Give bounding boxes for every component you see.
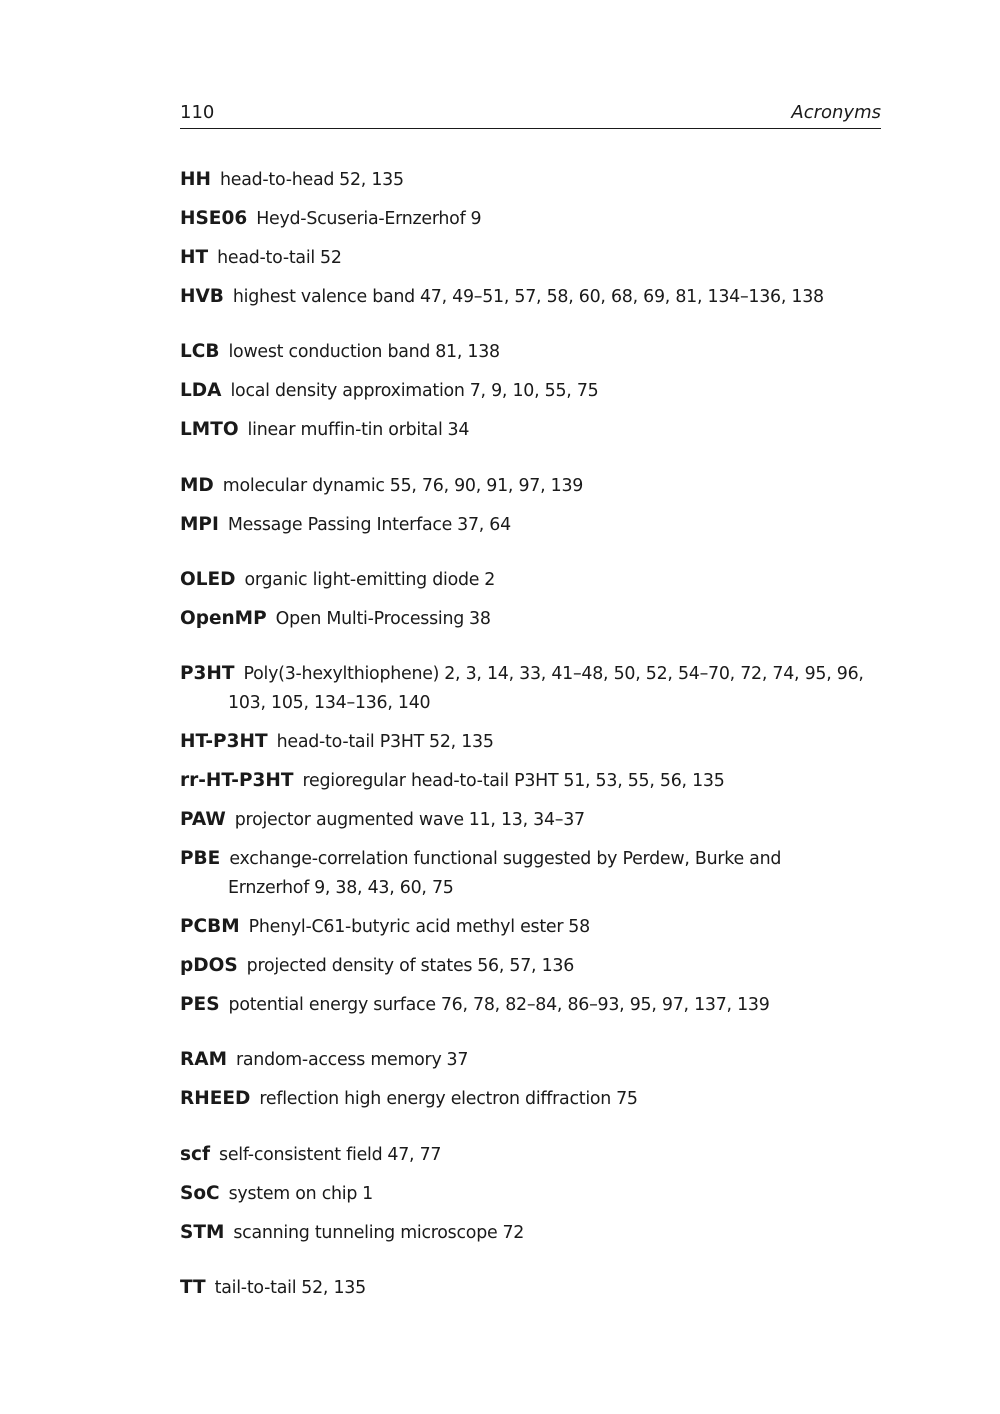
acronym-entry — [180, 565, 885, 595]
acronym-term: LDA — [180, 380, 222, 401]
acronym-description: exchange-correlation functional suggested by Perdew, Burke and Ernzerhof — [228, 849, 782, 898]
running-header — [180, 100, 881, 129]
acronym-pages: 47, 49–51, 57, 58, 60, 68, 69, 81, 134–136, 138 — [419, 287, 824, 307]
acronym-entry — [180, 337, 885, 367]
acronym-pages: 9, 38, 43, 60, 75 — [314, 878, 454, 898]
acronym-description: head-to-tail P3HT — [276, 732, 425, 752]
acronym-term: OpenMP — [180, 608, 267, 629]
acronym-term: HVB — [180, 286, 224, 307]
acronym-description: organic light-emitting diode — [244, 570, 480, 590]
acronym-description: Phenyl-C61-butyric acid methyl ester — [248, 917, 564, 937]
acronym-pages: 56, 57, 136 — [477, 956, 575, 976]
acronym-term: HT-P3HT — [180, 731, 268, 752]
acronym-term: PES — [180, 994, 220, 1015]
acronym-description: projected density of states — [246, 956, 473, 976]
acronym-entry — [180, 951, 885, 981]
acronym-pages: 38 — [469, 609, 491, 629]
acronym-entry — [180, 1084, 885, 1114]
acronym-entry — [180, 165, 885, 195]
acronym-description: self-consistent field — [219, 1145, 383, 1165]
acronym-pages: 37, 64 — [457, 515, 511, 535]
acronym-pages: 75 — [616, 1089, 638, 1109]
acronym-entry — [180, 1045, 885, 1075]
acronym-entry — [180, 282, 885, 312]
acronym-term: HSE06 — [180, 208, 248, 229]
acronym-term: PAW — [180, 809, 226, 830]
acronym-entry — [180, 844, 885, 903]
acronym-term: PBE — [180, 848, 221, 869]
acronym-entry — [180, 727, 885, 757]
acronym-term: pDOS — [180, 955, 238, 976]
acronym-term: P3HT — [180, 663, 235, 684]
acronym-pages: 11, 13, 34–37 — [468, 810, 585, 830]
acronym-description: projector augmented wave — [234, 810, 464, 830]
acronym-entry — [180, 243, 885, 273]
acronym-entry — [180, 805, 885, 835]
acronym-pages: 81, 138 — [435, 342, 500, 362]
acronym-term: SoC — [180, 1183, 220, 1204]
acronym-description: scanning tunneling microscope — [233, 1223, 498, 1243]
acronym-pages: 76, 78, 82–84, 86–93, 95, 97, 137, 139 — [440, 995, 770, 1015]
acronym-term: LCB — [180, 341, 220, 362]
acronym-entry — [180, 604, 885, 634]
acronym-pages: 9 — [470, 209, 482, 229]
acronym-entry — [180, 1273, 885, 1303]
acronym-pages: 72 — [502, 1223, 525, 1243]
acronym-entry — [180, 766, 885, 796]
acronym-pages: 1 — [362, 1184, 373, 1204]
acronym-term: HH — [180, 169, 211, 190]
acronym-term: PCBM — [180, 916, 240, 937]
acronym-pages: 37 — [446, 1050, 469, 1070]
acronym-entry — [180, 510, 885, 540]
acronym-description: Message Passing Interface — [227, 515, 453, 535]
acronym-pages: 52 — [320, 248, 342, 268]
acronym-entry — [180, 1218, 885, 1248]
acronym-term: STM — [180, 1222, 225, 1243]
acronym-entry — [180, 1140, 885, 1170]
acronym-description: Open Multi-Processing — [275, 609, 465, 629]
acronym-term: RHEED — [180, 1088, 251, 1109]
acronym-pages: 2 — [484, 570, 496, 590]
acronym-description: linear muffin-tin orbital — [247, 420, 443, 440]
acronym-entry — [180, 912, 885, 942]
acronym-description: Poly(3-hexylthiophene) — [243, 664, 440, 684]
acronym-pages: 52, 135 — [339, 170, 404, 190]
acronym-description: regioregular head-to-tail P3HT — [302, 771, 559, 791]
acronym-description: lowest conduction band — [228, 342, 431, 362]
acronym-pages: 2, 3, 14, 33, 41–48, 50, 52, 54–70, 72, 74, 95, 96, 103, 105, 134–136, 140 — [228, 664, 864, 713]
acronym-description: system on chip — [228, 1184, 358, 1204]
acronym-pages: 47, 77 — [387, 1145, 442, 1165]
acronym-description: reflection high energy electron diffraction — [259, 1089, 612, 1109]
acronym-entry — [180, 376, 885, 406]
acronym-term: TT — [180, 1277, 206, 1298]
acronym-description: head-to-head — [219, 170, 335, 190]
acronym-description: local density approximation — [230, 381, 465, 401]
acronym-description: Heyd-Scuseria-Ernzerhof — [256, 209, 466, 229]
acronym-entry — [180, 659, 885, 718]
acronym-pages: 51, 53, 55, 56, 135 — [563, 771, 725, 791]
acronym-description: potential energy surface — [228, 995, 436, 1015]
acronym-pages: 58 — [568, 917, 590, 937]
acronym-term: OLED — [180, 569, 236, 590]
acronym-pages: 34 — [447, 420, 470, 440]
acronym-pages: 55, 76, 90, 91, 97, 139 — [389, 476, 584, 496]
acronym-entry — [180, 204, 885, 234]
acronym-entry — [180, 1179, 885, 1209]
acronym-term: scf — [180, 1144, 211, 1165]
acronym-term: MD — [180, 475, 214, 496]
section-title: Acronyms — [791, 102, 881, 123]
acronym-term: RAM — [180, 1049, 227, 1070]
acronym-pages: 52, 135 — [429, 732, 494, 752]
acronym-term: LMTO — [180, 419, 239, 440]
acronym-description: tail-to-tail — [214, 1278, 297, 1298]
acronym-description: molecular dynamic — [222, 476, 385, 496]
acronym-description: random-access memory — [235, 1050, 442, 1070]
acronym-entry — [180, 471, 885, 501]
acronym-term: MPI — [180, 514, 219, 535]
acronym-entry — [180, 990, 885, 1020]
acronym-entry — [180, 415, 885, 445]
page-number: 110 — [180, 102, 215, 123]
acronym-term: HT — [180, 247, 209, 268]
acronym-pages: 7, 9, 10, 55, 75 — [469, 381, 599, 401]
acronym-description: head-to-tail — [217, 248, 315, 268]
acronym-pages: 52, 135 — [301, 1278, 366, 1298]
acronym-description: highest valence band — [232, 287, 415, 307]
acronym-term: rr-HT-P3HT — [180, 770, 294, 791]
